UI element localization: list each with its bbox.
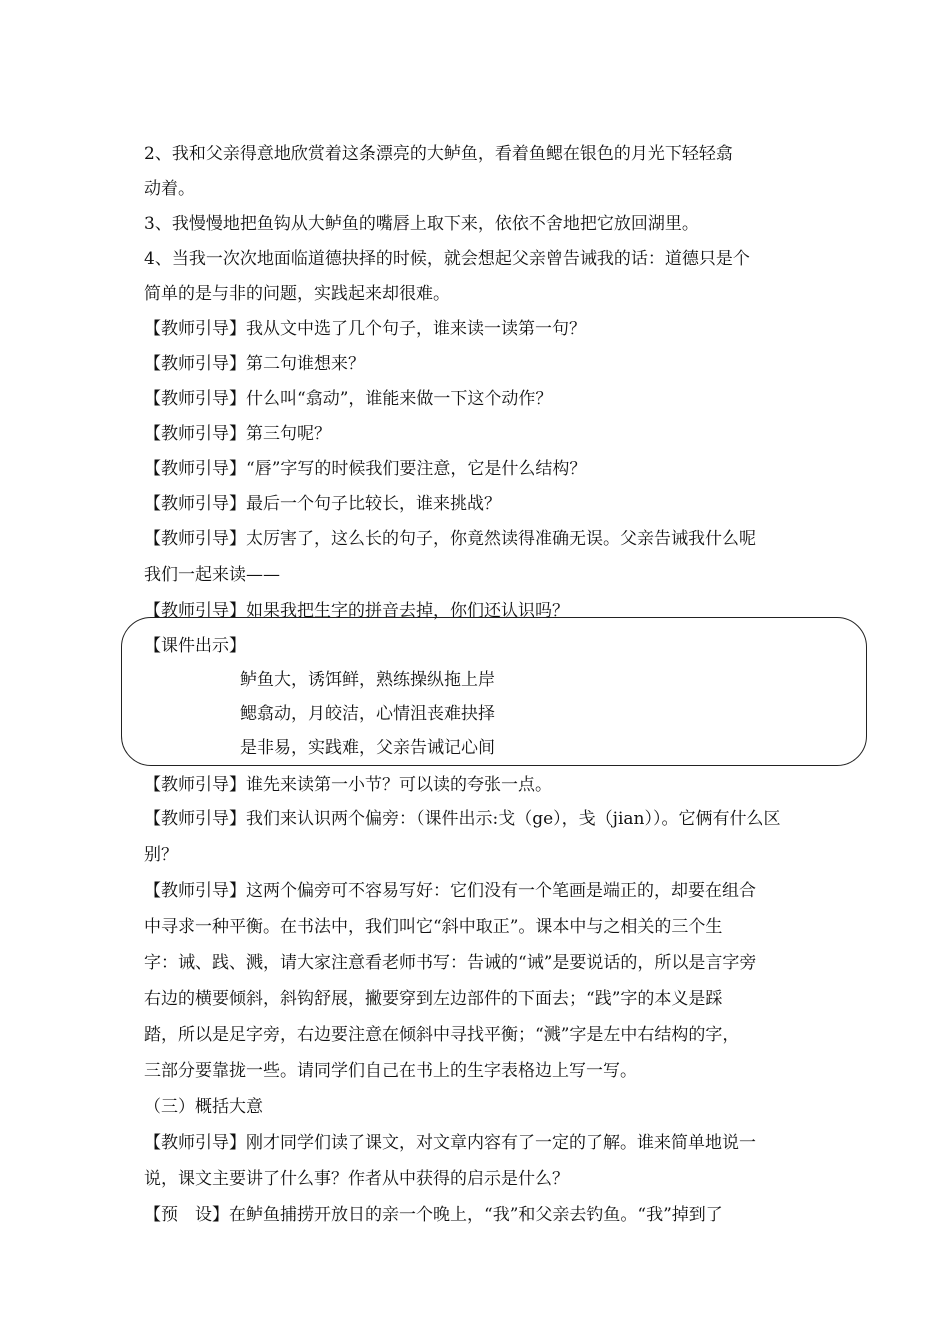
text-line: 3、我慢慢地把鱼钩从大鲈鱼的嘴唇上取下来，依依不舍地把它放回湖里。 <box>144 214 699 234</box>
text-line: 【教师引导】刚才同学们读了课文，对文章内容有了一定的了解。谁来简单地说一 <box>144 1133 756 1153</box>
text-line: 2、我和父亲得意地欣赏着这条漂亮的大鲈鱼，看着鱼鳃在银色的月光下轻轻翕 <box>144 144 733 164</box>
courseware-line: 鲈鱼大，诱饵鲜，熟练操纵拖上岸 <box>240 670 495 690</box>
text-line: 【教师引导】我们来认识两个偏旁：（课件出示:戈（ge），戋（jian））。它俩有什么区 <box>144 809 781 829</box>
text-line: 中寻求一种平衡。在书法中，我们叫它“斜中取正”。课本中与之相关的三个生 <box>144 917 723 937</box>
text-line: 【教师引导】这两个偏旁可不容易写好：它们没有一个笔画是端正的，却要在组合 <box>144 881 756 901</box>
text-line: 【预 设】在鲈鱼捕捞开放日的亲一个晚上，“我”和父亲去钓鱼。“我”掉到了 <box>144 1205 723 1225</box>
text-line: 【教师引导】什么叫“翕动”，谁能来做一下这个动作？ <box>144 389 553 409</box>
text-line: 字：诫、践、溅，请大家注意看老师书写：告诫的“诫”是要说话的，所以是言字旁 <box>144 953 757 973</box>
text-line: 别？ <box>144 845 178 865</box>
text-line: 【教师引导】我从文中选了几个句子，谁来读一读第一句？ <box>144 319 586 339</box>
courseware-heading: 【课件出示】 <box>144 636 246 656</box>
text-line: 【教师引导】“唇”字写的时候我们要注意，它是什么结构？ <box>144 459 587 479</box>
courseware-line: 是非易，实践难，父亲告诫记心间 <box>240 738 495 758</box>
text-line: 【教师引导】太厉害了，这么长的句子，你竟然读得准确无误。父亲告诫我什么呢 <box>144 529 756 549</box>
text-line: 三部分要靠拢一些。请同学们自己在书上的生字表格边上写一写。 <box>144 1061 637 1081</box>
text-line: 动着。 <box>144 179 195 199</box>
text-line: 说，课文主要讲了什么事？作者从中获得的启示是什么？ <box>144 1169 569 1189</box>
section-heading: （三）概括大意 <box>144 1097 263 1117</box>
text-line: 【教师引导】谁先来读第一小节？可以读的夸张一点。 <box>144 775 552 795</box>
courseware-line: 鳃翕动，月皎洁，心情沮丧难抉择 <box>240 704 495 724</box>
text-line: 右边的横要倾斜，斜钩舒展，撇要穿到左边部件的下面去；“践”字的本义是踩 <box>144 989 723 1009</box>
text-line: 【教师引导】第二句谁想来？ <box>144 354 365 374</box>
text-line: 【教师引导】第三句呢？ <box>144 424 331 444</box>
text-line: 踏，所以是足字旁，右边要注意在倾斜中寻找平衡；“溅”字是左中右结构的字， <box>144 1025 740 1045</box>
text-line: 【教师引导】最后一个句子比较长，谁来挑战？ <box>144 494 501 514</box>
text-line: 【教师引导】如果我把生字的拼音去掉，你们还认识吗？ <box>144 601 569 621</box>
text-line: 4、当我一次次地面临道德抉择的时候，就会想起父亲曾告诫我的话：道德只是个 <box>144 249 750 269</box>
text-line: 我们一起来读—— <box>144 565 280 585</box>
text-line: 简单的是与非的问题，实践起来却很难。 <box>144 284 450 304</box>
